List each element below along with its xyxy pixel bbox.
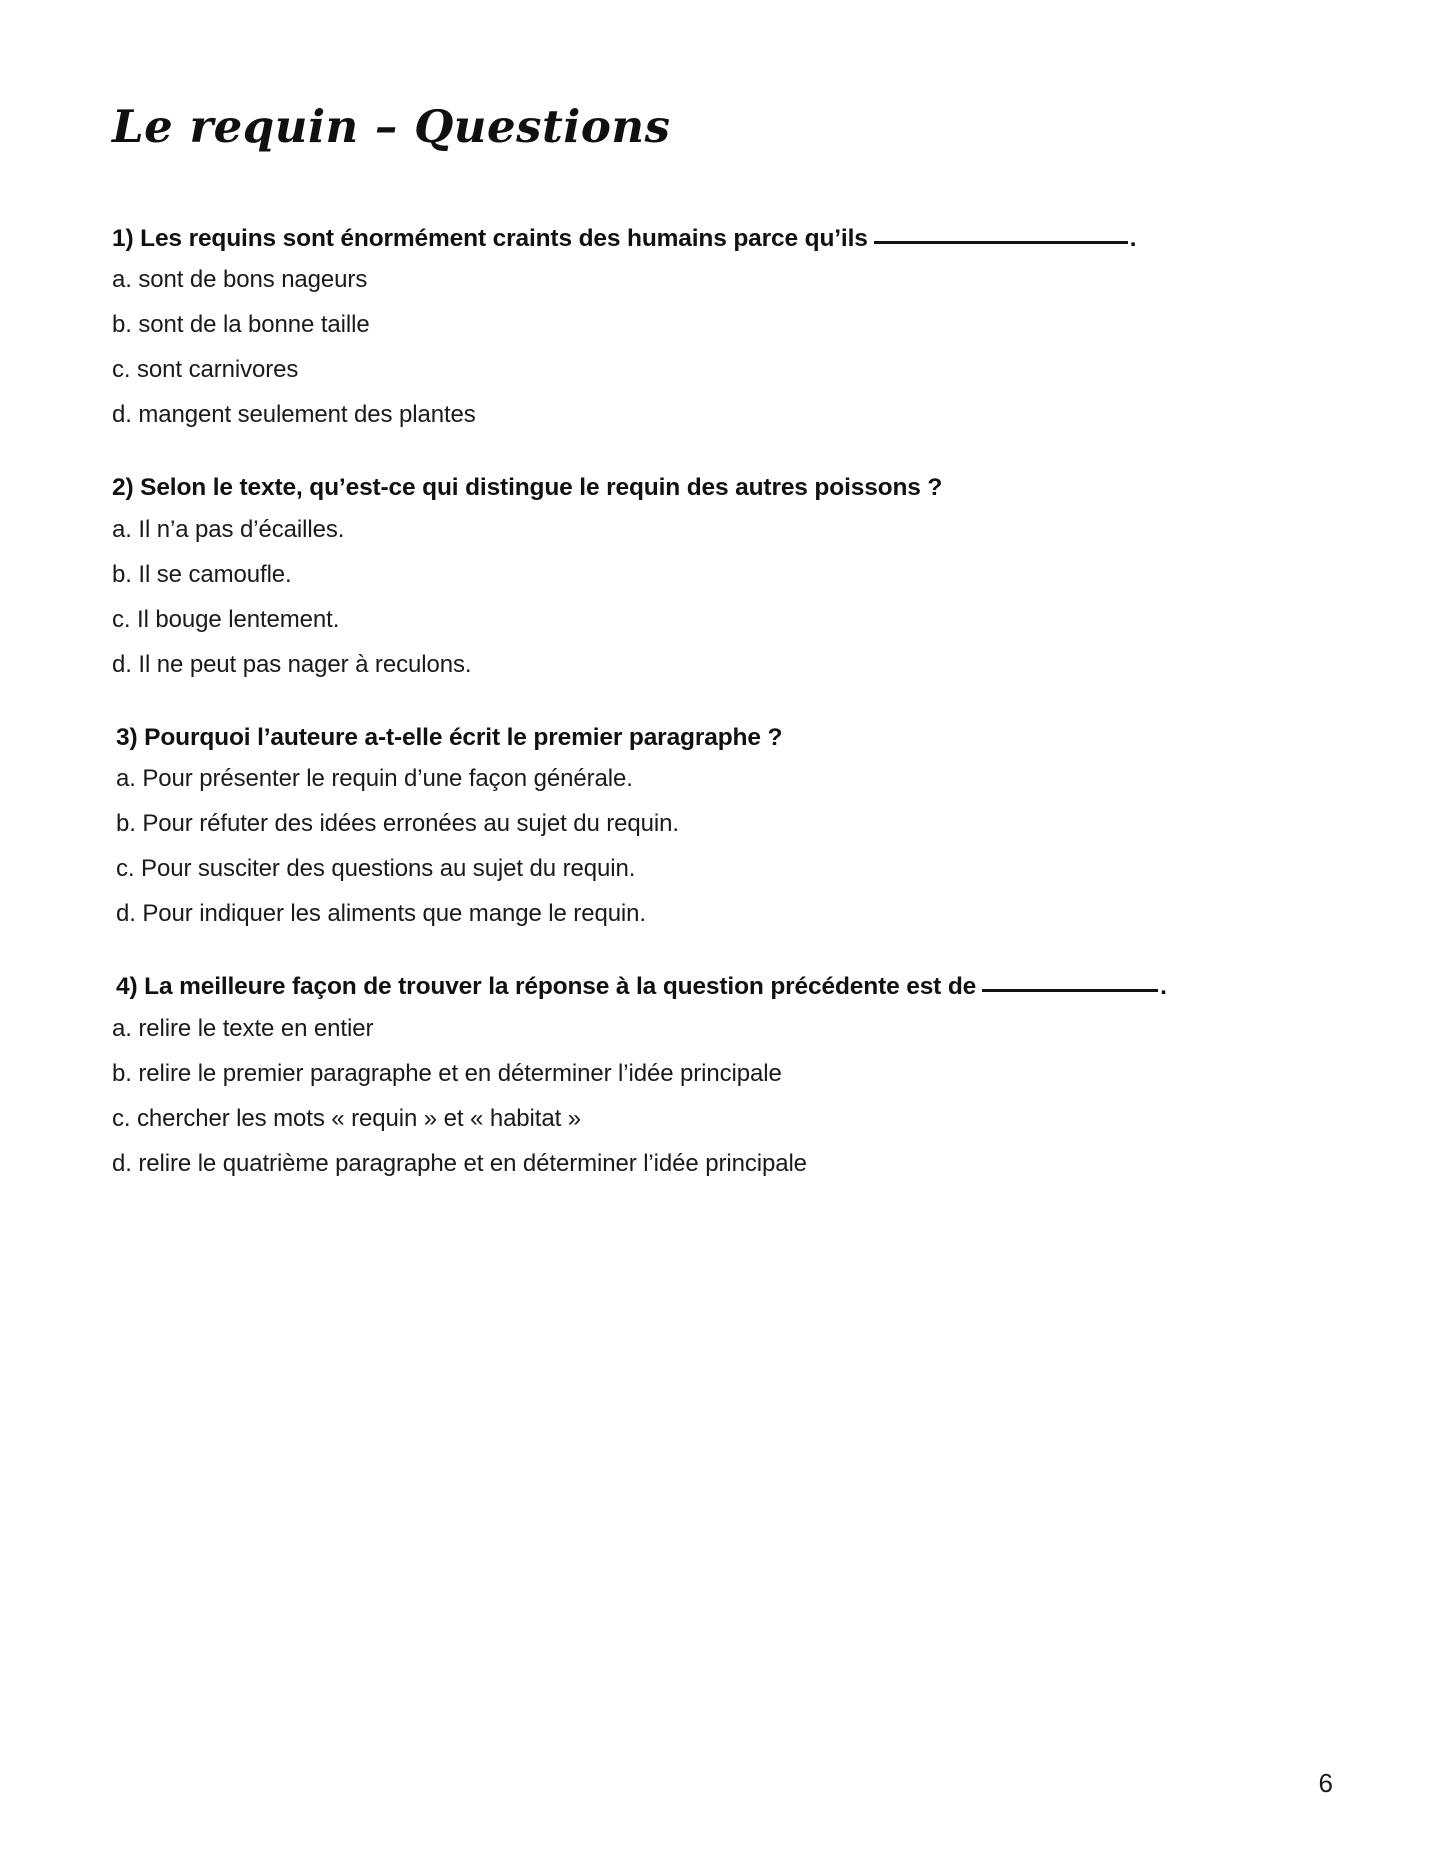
question-text-2 (112, 473, 1333, 504)
option-3c[interactable]: c. Pour susciter des questions au sujet du requin. (116, 855, 636, 883)
question-text-1 (112, 224, 1333, 255)
question-prefix-2: 2) Selon le texte, qu’est-ce qui distingue le requin des autres poissons ? (112, 474, 943, 502)
question-prefix-3: 3) Pourquoi l’auteure a-t-elle écrit le premier paragraphe ? (116, 723, 783, 751)
option-1d[interactable]: d. mangent seulement des plantes (112, 401, 476, 429)
question-block-2 (112, 473, 1333, 677)
option-2c[interactable]: c. Il bouge lentement. (112, 605, 340, 633)
option-1c[interactable]: c. sont carnivores (112, 356, 299, 384)
option-4d[interactable]: d. relire le quatrième paragraphe et en déterminer l’idée principale (112, 1150, 807, 1177)
option-4b[interactable]: b. relire le premier paragraphe et en déterminer l’idée principale (112, 1060, 782, 1087)
question-prefix-1: 1) Les requins sont énormément craints des humains parce qu’ils (112, 224, 868, 252)
question-block-3 (112, 723, 1333, 927)
answer-blank-1[interactable] (874, 241, 1128, 244)
question-suffix-1: . (1129, 224, 1137, 252)
options-list-4 (112, 1017, 1333, 1176)
option-2d[interactable]: d. Il ne peut pas nager à reculons. (112, 650, 472, 678)
answer-blank-4[interactable] (982, 989, 1158, 992)
question-block-1 (112, 224, 1333, 428)
option-1a[interactable]: a. sont de bons nageurs (112, 266, 368, 294)
option-3b[interactable]: b. Pour réfuter des idées erronées au sujet du requin. (116, 810, 679, 838)
page-title: Le requin – Questions (112, 100, 671, 153)
options-list-1 (112, 268, 1333, 427)
option-3a[interactable]: a. Pour présenter le requin d’une façon générale. (116, 765, 633, 793)
option-4a[interactable]: a. relire le texte en entier (112, 1015, 374, 1042)
option-4c[interactable]: c. chercher les mots « requin » et « habitat » (112, 1105, 581, 1132)
option-1b[interactable]: b. sont de la bonne taille (112, 311, 370, 339)
options-list-2 (112, 515, 1333, 678)
question-text-3 (112, 723, 1333, 754)
option-2a[interactable]: a. Il n’a pas d’écailles. (112, 515, 345, 543)
question-text-4 (112, 972, 1333, 1003)
option-2b[interactable]: b. Il se camoufle. (112, 560, 292, 588)
question-prefix-4: 4) La meilleure façon de trouver la réponse à la question précédente est de (116, 973, 977, 1001)
question-suffix-4: . (1160, 973, 1167, 1001)
page-number: 6 (1318, 1768, 1333, 1798)
option-3d[interactable]: d. Pour indiquer les aliments que mange le requin. (116, 900, 646, 928)
options-list-3 (112, 767, 1333, 926)
question-block-4 (112, 972, 1333, 1176)
